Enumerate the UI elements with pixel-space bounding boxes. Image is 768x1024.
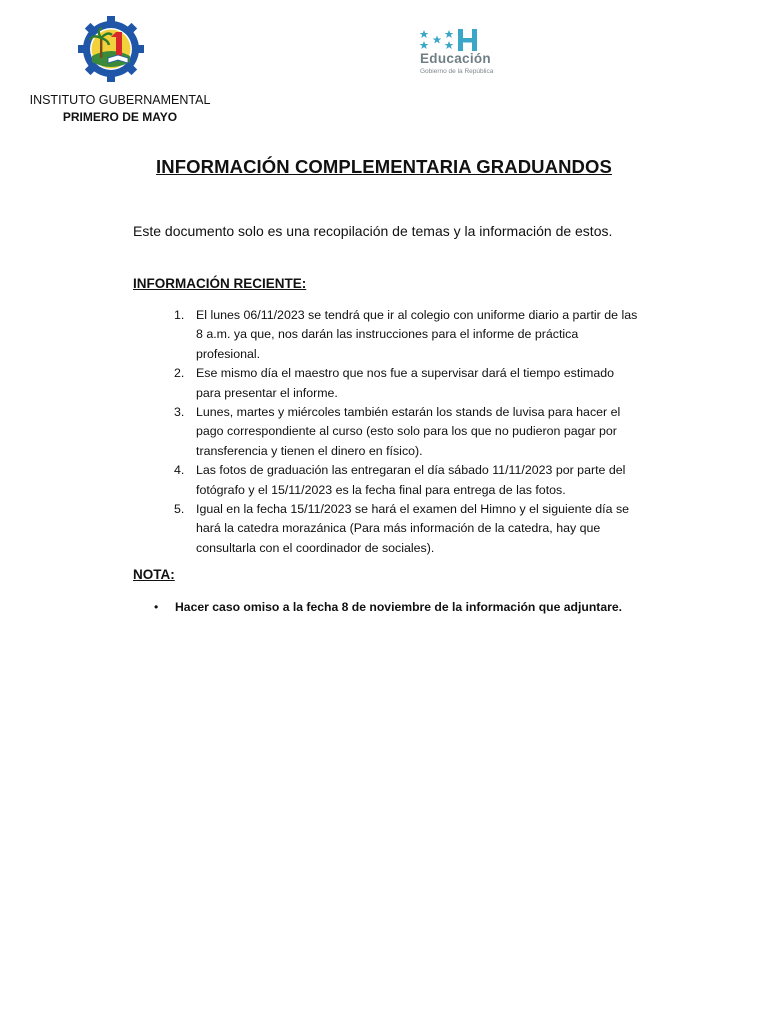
list-item-number: 4. (174, 463, 185, 478)
honduras-stars-h-icon (418, 27, 508, 53)
list-item (154, 598, 695, 616)
education-logo-word: Educación (420, 51, 491, 66)
list-item (174, 500, 638, 558)
list-item (174, 403, 638, 461)
bullet-icon: • (154, 600, 159, 614)
recent-info-heading: INFORMACIÓN RECIENTE: (133, 276, 307, 291)
list-item (174, 306, 638, 364)
list-item-number: 1. (174, 308, 185, 322)
list-item-text: Hacer caso omiso a la fecha 8 de noviembre de la información que adjuntare. (175, 600, 623, 614)
institution-name-line1: INSTITUTO GUBERNAMENTAL (29, 93, 211, 107)
list-item (174, 364, 638, 403)
recent-info-list (174, 306, 638, 558)
list-item-text: Igual en la fecha 15/11/2023 se hará el examen del Himno y el siguiente día se hará la catedra morazánica (Para más información de la catedra, hay que consultarla con el coordinador de sociales). (196, 502, 630, 555)
list-item-text: Ese mismo día el maestro que nos fue a supervisar dará el tiempo estimado para presentar el informe. (196, 366, 615, 400)
nota-list (154, 598, 695, 616)
institution-seal-icon (78, 16, 144, 82)
education-logo-subtitle: Gobierno de la República (420, 68, 494, 75)
list-item-number: 5. (174, 502, 185, 517)
document-title: INFORMACIÓN COMPLEMENTARIA GRADUANDOS (156, 156, 612, 177)
intro-paragraph: Este documento solo es una recopilación de temas y la información de estos. (133, 223, 613, 239)
institution-name-line2: PRIMERO DE MAYO (62, 110, 178, 124)
list-item-text: Lunes, martes y miércoles también estarán los stands de luvisa para hacer el pago correspondiente al curso (esto solo para los que no pudieron pagar por transferencia y tienen el dinero en físico). (196, 405, 621, 458)
education-logo (418, 27, 508, 79)
list-item-number: 2. (174, 366, 185, 381)
list-item (174, 461, 638, 500)
nota-heading: NOTA: (133, 567, 175, 582)
institution-name (20, 92, 220, 126)
list-item-text: Las fotos de graduación las entregaran el día sábado 11/11/2023 por parte del fotógrafo y el 15/11/2023 es la fecha final para entrega de las fotos. (196, 463, 626, 497)
list-item-number: 3. (174, 405, 185, 420)
list-item-text: El lunes 06/11/2023 se tendrá que ir al colegio con uniforme diario a partir de las 8 a.m. ya que, nos darán las instrucciones para el informe de práctica profesional. (196, 308, 638, 361)
